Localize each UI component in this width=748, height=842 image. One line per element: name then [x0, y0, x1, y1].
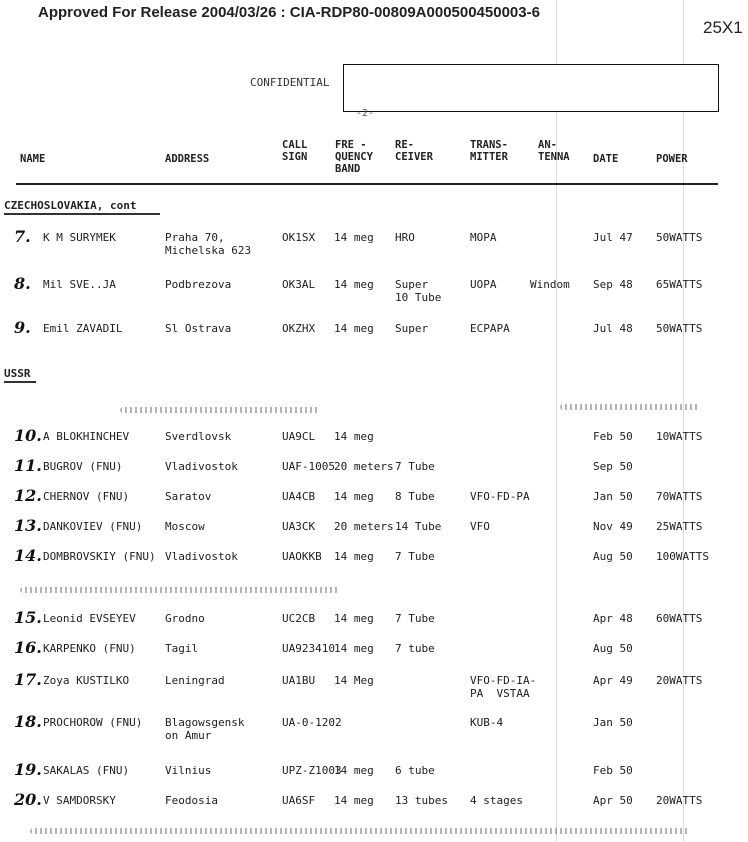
scan-smudge [560, 404, 700, 410]
row-number: 10. [14, 426, 42, 445]
row-number: 20. [14, 790, 42, 809]
cell-transmitter: MOPA [470, 231, 497, 244]
row-number: 7. [14, 227, 31, 246]
cell-call-sign: UA923410 [282, 642, 335, 655]
cell-address: Praha 70, Michelska 623 [165, 231, 252, 257]
section-underline [4, 213, 160, 215]
cell-call-sign: OK3AL [282, 278, 316, 291]
cell-transmitter: VFO [470, 520, 490, 533]
row-number: 9. [14, 318, 31, 337]
section-czechoslovakia: CZECHOSLOVAKIA, cont [4, 199, 137, 212]
cell-power: 10WATTS [656, 430, 703, 443]
scan-smudge [20, 587, 340, 593]
cell-address: Leningrad [165, 674, 225, 687]
cell-date: Aug 50 [593, 550, 633, 563]
cell-name: CHERNOV (FNU) [43, 490, 130, 503]
cell-receiver: Super 10 Tube [395, 278, 442, 304]
col-header-transmitter: TRANS- MITTER [470, 139, 508, 163]
cell-antenna: Windom [530, 278, 570, 291]
cell-receiver: 7 tube [395, 642, 435, 655]
cell-power: 60WATTS [656, 612, 703, 625]
cell-address: Sverdlovsk [165, 430, 232, 443]
cell-call-sign: OKZHX [282, 322, 316, 335]
cell-transmitter: VFO-FD-PA [470, 490, 530, 503]
cell-address: Vladivostok [165, 460, 238, 473]
cell-address: Vladivostok [165, 550, 238, 563]
cell-frequency: 14 Meg [334, 674, 374, 687]
row-number: 19. [14, 760, 42, 779]
row-number: 15. [14, 608, 42, 627]
cell-name: Zoya KUSTILKO [43, 674, 130, 687]
cell-transmitter: UOPA [470, 278, 497, 291]
cell-transmitter: ECPAPA [470, 322, 510, 335]
row-number: 8. [14, 274, 31, 293]
col-header-receiver: RE- CEIVER [395, 139, 433, 163]
cell-name: PROCHOROW (FNU) [43, 716, 143, 729]
cell-name: SAKALAS (FNU) [43, 764, 130, 777]
cell-call-sign: OK1SX [282, 231, 316, 244]
cell-address: Vilnius [165, 764, 212, 777]
cell-receiver: HRO [395, 231, 415, 244]
row-number: 11. [14, 456, 42, 475]
cell-transmitter: 4 stages [470, 794, 523, 807]
cell-receiver: 7 Tube [395, 612, 435, 625]
redaction-box [343, 64, 719, 112]
col-header-power: POWER [656, 153, 688, 165]
cell-call-sign: UAOKKB [282, 550, 322, 563]
cell-frequency: 14 meg [334, 764, 374, 777]
cell-receiver: 14 Tube [395, 520, 442, 533]
cell-power: 50WATTS [656, 322, 703, 335]
cell-address: Moscow [165, 520, 205, 533]
col-header-date: DATE [593, 153, 619, 165]
cell-power: 20WATTS [656, 674, 703, 687]
cell-date: Nov 49 [593, 520, 633, 533]
cell-date: Sep 50 [593, 460, 633, 473]
row-number: 18. [14, 712, 42, 731]
cell-date: Jan 50 [593, 490, 633, 503]
cell-name: V SAMDORSKY [43, 794, 116, 807]
cell-frequency: 14 meg [334, 612, 374, 625]
cell-name: K M SURYMEK [43, 231, 116, 244]
col-header-antenna: AN- TENNA [538, 139, 570, 163]
row-number: 13. [14, 516, 42, 535]
cell-address: Tagil [165, 642, 199, 655]
cell-date: Feb 50 [593, 430, 633, 443]
row-number: 17. [14, 670, 42, 689]
cell-receiver: 7 Tube [395, 550, 435, 563]
cell-call-sign: UA6SF [282, 794, 316, 807]
cell-transmitter: VFO-FD-IA- PA VSTAA [470, 674, 537, 700]
cell-date: Jan 50 [593, 716, 633, 729]
scan-smudge [120, 407, 320, 413]
col-header-call-sign: CALL SIGN [282, 139, 308, 163]
cell-call-sign: UPZ-Z1003 [282, 764, 342, 777]
cell-name: Leonid EVSEYEV [43, 612, 136, 625]
cell-receiver: Super [395, 322, 429, 335]
page-number: -2- [356, 108, 375, 119]
cell-address: Blagowsgensk on Amur [165, 716, 245, 742]
cell-frequency: 14 meg [334, 550, 374, 563]
cell-frequency: 20 meters [334, 520, 394, 533]
cell-power: 20WATTS [656, 794, 703, 807]
cell-date: Apr 48 [593, 612, 633, 625]
col-header-address: ADDRESS [165, 153, 210, 165]
cell-frequency: 14 meg [334, 231, 374, 244]
cell-date: Apr 49 [593, 674, 633, 687]
cell-power: 70WATTS [656, 490, 703, 503]
cell-name: Emil ZAVADIL [43, 322, 123, 335]
cell-date: Jul 48 [593, 322, 633, 335]
cell-power: 100WATTS [656, 550, 709, 563]
col-header-name: NAME [20, 153, 46, 165]
cell-call-sign: UAF-1005 [282, 460, 335, 473]
cell-call-sign: UA3CK [282, 520, 316, 533]
scan-artifact-line [556, 0, 557, 842]
section-ussr: USSR [4, 367, 31, 380]
cell-frequency: 14 meg [334, 322, 374, 335]
cell-call-sign: UC2CB [282, 612, 316, 625]
cell-receiver: 8 Tube [395, 490, 435, 503]
cell-transmitter: KUB-4 [470, 716, 504, 729]
cell-date: Feb 50 [593, 764, 633, 777]
scan-artifact-line [683, 0, 684, 842]
cell-name: DOMBROVSKIY (FNU) [43, 550, 156, 563]
cell-power: 25WATTS [656, 520, 703, 533]
header-rule [16, 183, 718, 185]
row-number: 14. [14, 546, 42, 565]
section-underline [4, 381, 36, 383]
cell-call-sign: UA4CB [282, 490, 316, 503]
cell-call-sign: UA1BU [282, 674, 316, 687]
cell-date: Apr 50 [593, 794, 633, 807]
cell-frequency: 14 meg [334, 430, 374, 443]
cell-date: Aug 50 [593, 642, 633, 655]
cell-frequency: 14 meg [334, 642, 374, 655]
cell-address: Sl Ostrava [165, 322, 232, 335]
classification-label: CONFIDENTIAL [250, 76, 330, 89]
scan-smudge [30, 828, 690, 834]
cell-name: A BLOKHINCHEV [43, 430, 130, 443]
release-header: Approved For Release 2004/03/26 : CIA-RDP80-00809A000500450003-6 [38, 4, 540, 21]
cell-power: 65WATTS [656, 278, 703, 291]
row-number: 12. [14, 486, 42, 505]
cell-name: BUGROV (FNU) [43, 460, 123, 473]
cell-frequency: 14 meg [334, 278, 374, 291]
cell-address: Grodno [165, 612, 205, 625]
cell-date: Sep 48 [593, 278, 633, 291]
cell-frequency: 14 meg [334, 794, 374, 807]
row-number: 16. [14, 638, 42, 657]
col-header-frequency: FRE - QUENCY BAND [335, 139, 373, 175]
cell-date: Jul 47 [593, 231, 633, 244]
cell-receiver: 7 Tube [395, 460, 435, 473]
cell-address: Feodosia [165, 794, 218, 807]
exemption-stamp: 25X1 [703, 18, 743, 37]
cell-frequency: 20 meters [334, 460, 394, 473]
cell-call-sign: UA-0-1202 [282, 716, 342, 729]
cell-address: Podbrezova [165, 278, 232, 291]
cell-name: Mil SVE..JA [43, 278, 116, 291]
cell-power: 50WATTS [656, 231, 703, 244]
cell-frequency: 14 meg [334, 490, 374, 503]
cell-call-sign: UA9CL [282, 430, 316, 443]
cell-name: KARPENKO (FNU) [43, 642, 136, 655]
cell-receiver: 13 tubes [395, 794, 448, 807]
cell-address: Saratov [165, 490, 212, 503]
cell-receiver: 6 tube [395, 764, 435, 777]
cell-name: DANKOVIEV (FNU) [43, 520, 143, 533]
